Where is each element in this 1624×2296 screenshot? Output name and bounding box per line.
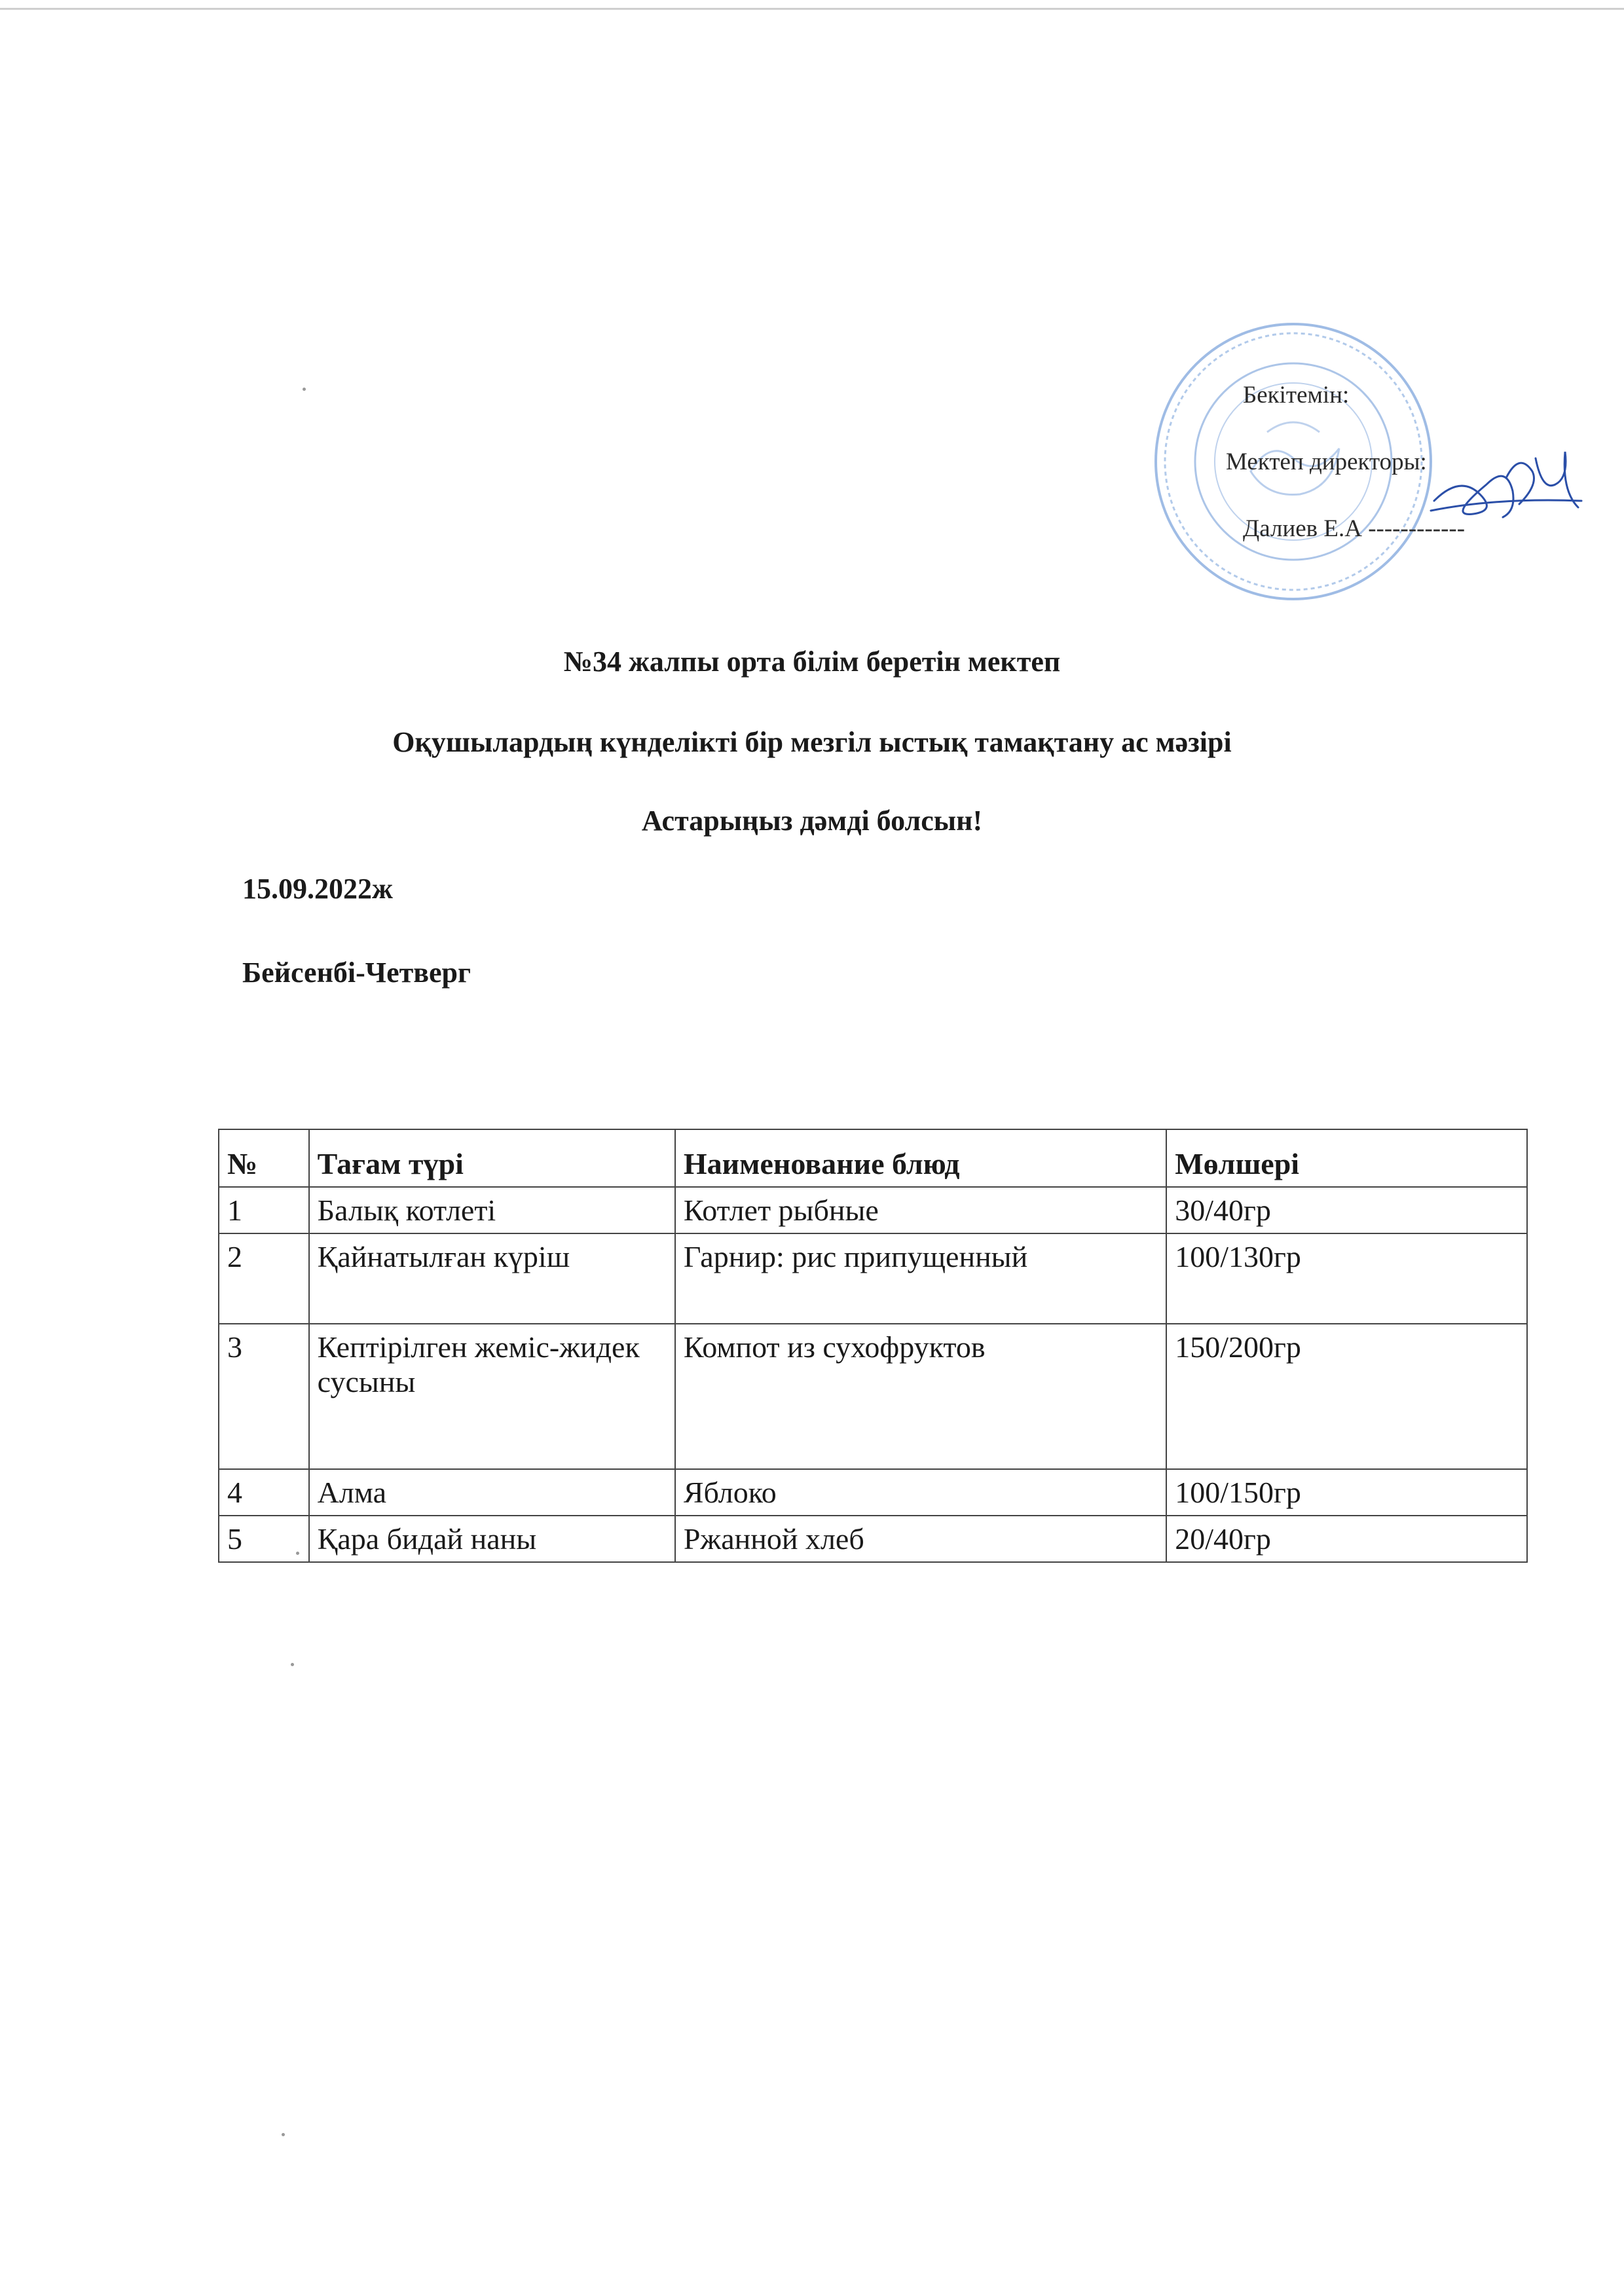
header-dish-kz: Тағам түрі [309, 1129, 675, 1187]
cell-number: 1 [219, 1187, 309, 1233]
scan-speck [282, 2133, 285, 2136]
header-dish-ru: Наименование блюд [675, 1129, 1166, 1187]
cell-dish-kz: Алма [309, 1469, 675, 1516]
table-row [219, 1187, 1527, 1233]
scan-speck [291, 1663, 294, 1666]
page-top-edge [0, 8, 1624, 10]
cell-portion: 30/40гр [1166, 1187, 1527, 1233]
cell-portion: 100/130гр [1166, 1233, 1527, 1324]
menu-subtitle-heading: Оқушылардың күнделікті бір мезгіл ыстық тамақтану ас мәзірі [392, 726, 1232, 758]
cell-number: 2 [219, 1233, 309, 1324]
director-signature [1428, 439, 1585, 530]
cell-dish-ru: Котлет рыбные [675, 1187, 1166, 1233]
table-row [219, 1469, 1527, 1516]
scan-speck [303, 388, 306, 391]
approval-block [1153, 321, 1572, 596]
cell-dish-ru: Ржанной хлеб [675, 1516, 1166, 1562]
scan-speck [296, 1552, 299, 1555]
header-portion: Мөлшері [1166, 1129, 1527, 1187]
cell-dish-kz: Кептірілген жеміс-жидек сусыны [309, 1324, 675, 1469]
cell-number: 3 [219, 1324, 309, 1469]
table-row [219, 1324, 1527, 1469]
menu-date: 15.09.2022ж [242, 873, 393, 905]
cell-portion: 100/150гр [1166, 1469, 1527, 1516]
cell-number: 4 [219, 1469, 309, 1516]
cell-dish-kz: Қара бидай наны [309, 1516, 675, 1562]
table-row [219, 1516, 1527, 1562]
cell-dish-ru: Гарнир: рис припущенный [675, 1233, 1166, 1324]
menu-weekday: Бейсенбі-Четверг [242, 957, 471, 989]
wish-heading: Астарыңыз дәмді болсын! [641, 805, 983, 837]
table-header-row [219, 1129, 1527, 1187]
cell-number: 5 [219, 1516, 309, 1562]
cell-dish-ru: Яблоко [675, 1469, 1166, 1516]
approval-director-name: Далиев Е.А ------------ [1243, 515, 1466, 542]
cell-dish-kz: Қайнатылған күріш [309, 1233, 675, 1324]
header-number: № [219, 1129, 309, 1187]
approval-director-label: Мектеп директоры: [1226, 448, 1427, 475]
cell-portion: 20/40гр [1166, 1516, 1527, 1562]
menu-table [218, 1129, 1528, 1563]
school-name-heading: №34 жалпы орта білім беретін мектеп [563, 646, 1061, 678]
cell-dish-ru: Компот из сухофруктов [675, 1324, 1166, 1469]
cell-dish-kz: Балық котлеті [309, 1187, 675, 1233]
approval-title: Бекітемін: [1243, 382, 1350, 409]
cell-portion: 150/200гр [1166, 1324, 1527, 1469]
table-row [219, 1233, 1527, 1324]
